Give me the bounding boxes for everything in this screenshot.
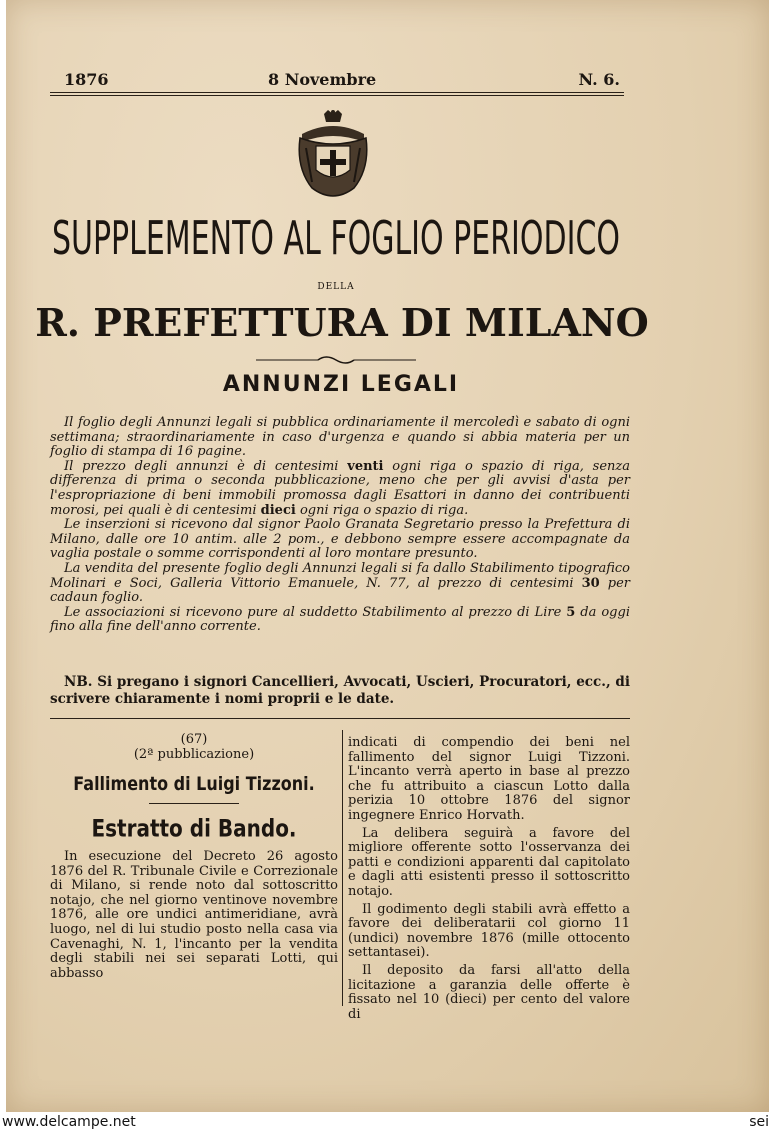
notice-left-body bbox=[50, 850, 338, 981]
intro-paragraph-price bbox=[50, 460, 630, 518]
intro-paragraph-subscriptions bbox=[50, 606, 630, 635]
text-span: per cadaun foglio. bbox=[50, 575, 630, 606]
column-divider bbox=[342, 730, 343, 1006]
notice-paragraph: indicati di compendio dei beni nel fallimento del signor Luigi Tizzoni. L'incanto verrà aperto in base al prezzo che fu attribuito a ciascun Lotto dalla perizia 10 ottobre 1876 del signor ingegnere Enrico Horvath. bbox=[348, 735, 630, 823]
price-venti: venti bbox=[347, 458, 384, 474]
nb-note: NB. Si pregano i signori Cancellieri, Avvocati, Uscieri, Procuratori, ecc., di scrivere chiaramente i nomi proprii e le date. bbox=[50, 674, 630, 707]
royal-coat-of-arms-icon bbox=[294, 108, 372, 204]
intro-paragraph-insertions: Le inserzioni si ricevono dal signor Paolo Granata Segretario presso la Prefettura di Milano, dalle ore 10 antim. alle 2 pom., e debbono sempre essere accompagnate da vaglia postale o somme corrispondenti al loro montare presunto. bbox=[50, 517, 630, 562]
text-span: Le associazioni si ricevono pure al suddetto Stabilimento al prezzo di Lire bbox=[64, 604, 562, 620]
text-span: Il prezzo degli annunzi è di centesimi bbox=[64, 458, 339, 474]
text-span: La vendita del presente foglio degli Annunzi legali si fa dallo Stabilimento tipografico Molinari e Soci, Galleria Vittorio Emanuele, N. 77, al prezzo di centesimi bbox=[50, 560, 630, 591]
issue-year: 1876 bbox=[64, 70, 109, 89]
newspaper-page bbox=[6, 0, 769, 1112]
title-supplemento: SUPPLEMENTO AL FOGLIO PERIODICO bbox=[51, 212, 621, 267]
text-span: ogni riga o spazio di riga. bbox=[299, 502, 469, 518]
notice-paragraph: Il godimento degli stabili avrà effetto a favore dei deliberatarii col giorno 11 (undici) novembre 1876 (mille ottocento settantasei). bbox=[348, 901, 630, 961]
notice-number: (67) bbox=[180, 732, 208, 747]
header-double-rule bbox=[50, 92, 624, 96]
intro-paragraph-sale bbox=[50, 562, 630, 606]
intro-paragraph: Il foglio degli Annunzi legali si pubblica ordinariamente il mercoledì e sabato di ogni settimana; straordinariamente in caso d'urgenza e quando si abbia materia per un foglio di stampa di 16 pagine. bbox=[50, 415, 630, 460]
notice-right-column bbox=[348, 736, 630, 1025]
notice-subheading: Estratto di Bando. bbox=[91, 813, 297, 843]
footer-right-text: sei bbox=[749, 1114, 769, 1130]
intro-text bbox=[50, 416, 630, 635]
title-della: DELLA bbox=[317, 282, 355, 292]
short-rule bbox=[149, 803, 239, 804]
title-annunzi-legali: ANNUNZI LEGALI bbox=[222, 372, 460, 397]
watermark-footer bbox=[0, 1112, 775, 1131]
footer-site: www.delcampe.net bbox=[2, 1114, 136, 1130]
ornamental-divider-icon bbox=[256, 354, 416, 366]
issue-number: N. 6. bbox=[578, 70, 620, 89]
notice-paragraph: La delibera seguirà a favore del migliore offerente sotto l'osservanza dei patti e condizioni apparenti dal capitolato e dagli atti esistenti presso il sottoscritto notajo. bbox=[348, 825, 630, 899]
notice-paragraph: In esecuzione del Decreto 26 agosto 1876 del R. Tribunale Civile e Correzionale di Milano, si rende noto dal sottoscritto notajo, che nel giorno ventinove novembre 1876, alle ore undici antimeridiane, avrà luogo, nel di lui studio posto nella casa via Cavenaghi, N. 1, l'incanto per la vendita degli stabili nei sei separati Lotti, qui abbasso bbox=[50, 849, 338, 981]
notice-paragraph: Il deposito da farsi all'atto della licitazione a garanzia delle offerte è fissato nel 10 (dieci) per cento del valore di bbox=[348, 962, 630, 1022]
section-rule bbox=[50, 718, 630, 719]
price-dieci: dieci bbox=[260, 502, 296, 518]
text-span: ogni riga o spazio di riga, senza differenza di prima o seconda pubblicazione, meno che per gli avvisi d'asta per l'espropriazione di beni immobili promossa dagli Esattori in danno dei contribuenti morosi, pei quali è di centesimi bbox=[50, 458, 630, 518]
price-30: 30 bbox=[581, 575, 600, 591]
notice-publication: (2ª pubblicazione) bbox=[133, 747, 255, 762]
text-span: da oggi fino alla fine dell'anno corrente. bbox=[50, 604, 630, 635]
title-prefettura: R. PREFETTURA DI MILANO bbox=[35, 300, 649, 345]
notice-heading: Fallimento di Luigi Tizzoni. bbox=[73, 772, 315, 795]
price-lire-5: 5 bbox=[566, 604, 576, 620]
notice-left-column bbox=[50, 732, 338, 981]
masthead-header bbox=[64, 66, 620, 92]
issue-date: 8 Novembre bbox=[268, 70, 377, 89]
